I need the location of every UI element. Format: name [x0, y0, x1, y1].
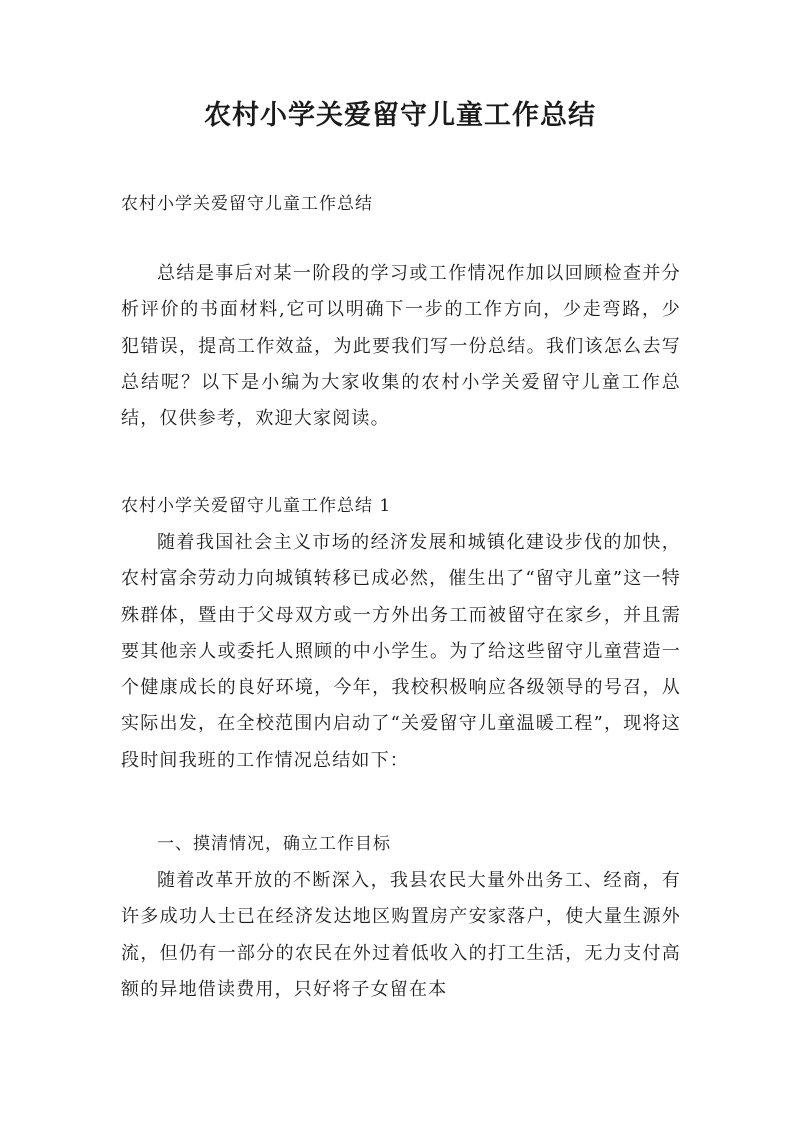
document-subtitle: 农村小学关爱留守儿童工作总结	[121, 194, 373, 214]
body-paragraph: 随着我国社会主义市场的经济发展和城镇化建设步伐的加快，农村富余劳动力向城镇转移已成必然，催生出了“留守儿童”这一特殊群体，暨由于父母双方或一方外出务工而被留守在家乡，并且需要其他亲人或委托人照顾的中小学生。为了给这些留守儿童营造一个健康成长的良好环境，今年，我校积极响应各级领导的号召，从实际出发，在全校范围内启动了“关爱留守儿童温暖工程”，现将这段时间我班的工作情况总结如下：	[121, 532, 681, 771]
intro-paragraph: 总结是事后对某一阶段的学习或工作情况作加以回顾检查并分析评价的书面材料,它可以明确下一步的工作方向，少走弯路，少犯错误，提高工作效益，为此要我们写一份总结。我们该怎么去写总结呢？以下是小编为大家收集的农村小学关爱留守儿童工作总结，仅供参考，欢迎大家阅读。	[121, 263, 681, 430]
section-heading: 农村小学关爱留守儿童工作总结 1	[121, 496, 392, 516]
subsection-heading: 一、摸清情况，确立工作目标	[157, 834, 391, 854]
document-title: 农村小学关爱留守儿童工作总结	[204, 100, 596, 131]
body-paragraph: 随着改革开放的不断深入，我县农民大量外出务工、经商，有许多成功人士已在经济发达地区购置房产安家落户，使大量生源外流，但仍有一部分的农民在外过着低收入的打工生活，无力支付高额的异地借读费用，只好将子女留在本	[121, 870, 681, 1000]
